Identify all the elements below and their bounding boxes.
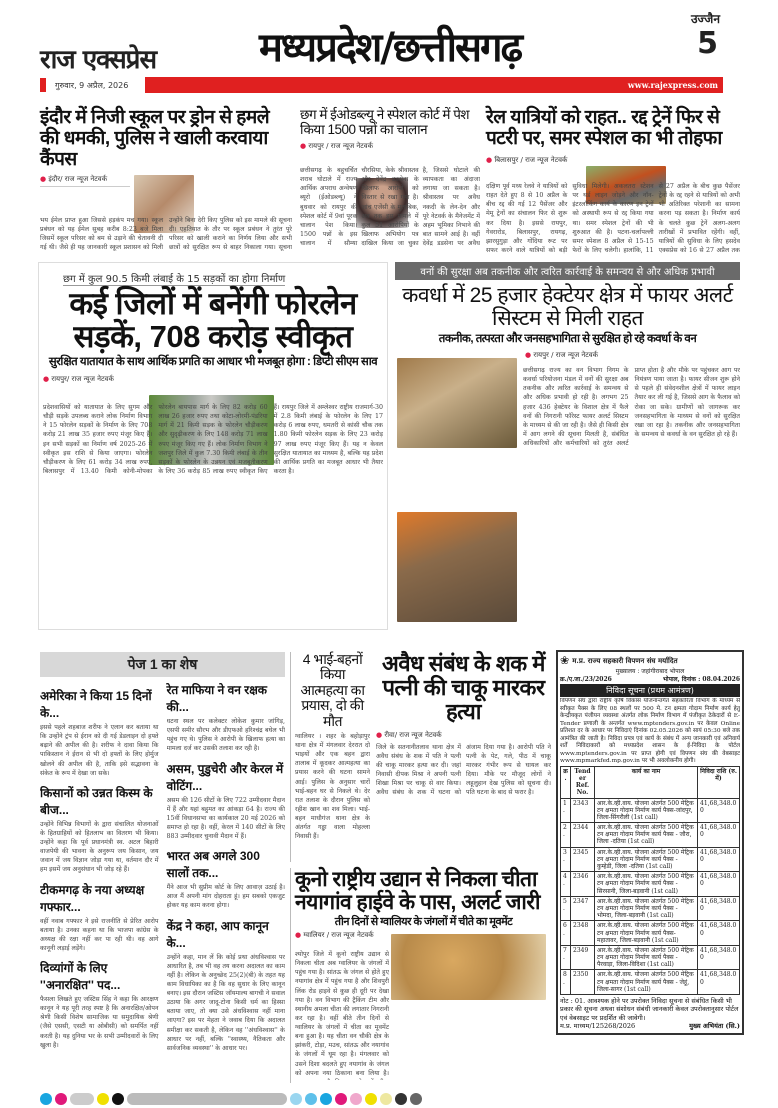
byline: ● ग्वालियर / राज न्यूज नेटवर्क (295, 931, 552, 940)
headline: इंदौर में निजी स्कूल पर ड्रोन से हमले की धमकी, पुलिस ने खाली करवाया कैंपस (40, 107, 270, 170)
headline: 4 भाई-बहनों किया आत्महत्या का प्रयास, दो की मौत (300, 651, 365, 729)
tender-cell: आर.के.व्ही.वाय. योजना अंतर्गत 500 मेट्रिक टन क्षमता गोदाम निर्माण कार्य पैक्स - सिरसानी, जिला-बड़वानी (1st call) (595, 872, 698, 897)
tender-cell: 7. (561, 945, 571, 970)
tender-cell: 2349 (571, 945, 595, 970)
org-name: म.प्र. राज्य सहकारी विपणन संघ मर्यादित (572, 655, 678, 665)
issue-date: गुरुवार, 9 अप्रैल, 2026 (55, 81, 129, 90)
column-header: कार्य का नाम (595, 766, 698, 798)
tender-cell: 41,68,348.00 (698, 872, 740, 897)
headline: कई जिलों में बनेंगी फोरलेन सड़कें, 708 करोड़ स्वीकृत (69, 286, 357, 354)
continued-item: अमेरिका ने किया 15 दिनों के... इससे पहले शहबाज शरीफ ने एलान कर बताया था कि उन्होंने ट्रंप से ईरान को दी गई डेडलाइन दो हफ्ते बढ़ाने की अपील की है। शरीफ ने दावा किया कि पाकिस्तान ने ईरान से भी दो हफ्तों के लिए होर्मुज खोलने की अपील की है, ताकि इसे सद्भावना के संकेत के रूप में देखा जा सके। (40, 689, 159, 777)
tender-cell: 2346 (571, 872, 595, 897)
notice-intro: विपणन संघ द्वारा राष्ट्रीय कृषि विकास योजनान्तर्गत सहकारिता विभाग के माध्यम से स्वीकृत पैक्स के लिए 08 स्थलों पर 500 मे. टन क्षमता गोदाम निर्माण कार्य हेतु केन्द्रीयकृत पंजीयन व्यवस्था अंतर्गत लोक निर्माण विभाग में पंजीकृत ठेकेदारों से E-Tender प्रणाली के अन्तर्गत www.mptenders.gov.in पर केवल Online प्रतिशत दर के आधार पर निविदाएं दिनांक 02.05.2026 को सायं 05:30 बजे तक आमंत्रित की जाती है। निविदा प्रपत्र एवं कार्य के संबंध में अन्य जानकारी एवं अनिवार्य शर्तें निविदाकारों को मध्यप्रदेश शासन के ई-निविदा के पोर्टल www.mptenders.gov.in पर प्राप्त होगी एवं विपणन संघ की वेबसाइट www.mpmarkfed.mp.gov.in पर भी अवलोकनीय होगी। (560, 698, 740, 765)
tender-row (561, 970, 740, 995)
byline: ● रायपुर / राज न्यूज नेटवर्क (300, 142, 480, 151)
roads-story (38, 262, 388, 630)
tender-cell: आर.के.व्ही.वाय. योजना अंतर्गत 500 मेट्रिक टन क्षमता गोदाम निर्माण कार्य पैक्स - कुम्हेडी, जिला -दतिया (1st call) (595, 847, 698, 872)
article-body: जिले के सतनानीतलाव थाना क्षेत्र में अवैध संबंध के शक में पति ने पत्नी की चाकू मारकर हत्या कर दी। जहां निवासी दीपक मिश्रा ने अपनी पत्नी शिखा मिश्रा पर चाकू से वार किया। अवैध संबंध के शक में घटना को अंजाम दिया गया है। आरोपी पति ने पत्नी के पेट, गले, पीठ में चाकू मारकर गंभीर रूप से घायल कर दिया। मौके पर मौजूद लोगों ने लहूलुहान देख पुलिस को सूचना दी। पति घटना के बाद से फरार है। (376, 743, 551, 797)
tender-row (561, 945, 740, 970)
kuno-story (290, 868, 552, 1083)
byline: ● रायपुर / राज न्यूज नेटवर्क (525, 351, 740, 360)
tender-cell: 2344 (571, 823, 595, 848)
column-header: निविदा राशि (रु. में) (698, 766, 740, 798)
page-title: मध्यप्रदेश/छत्तीसगढ़ (258, 25, 522, 71)
continued-columns (40, 681, 285, 1081)
continued-item: टीकमगढ़ के नया अध्यक्ष गफ्फार... वहीं नवाब गफ्फार ने इसे राजनीति से प्रेरित आरोप बताया है। उनका कहना था कि भाजपा कांग्रेस के अध्यक्ष की रक्षा नहीं कर पा रही थी। वह आगे कानूनी लड़ाई लड़ेंगे। (40, 882, 159, 952)
continued-section (40, 652, 285, 1082)
tender-row (561, 847, 740, 872)
subhead: तीन दिनों से ग्वालियर के जंगलों में चीते का मूवमेंट (334, 916, 513, 929)
tender-cell: 41,68,348.00 (698, 823, 740, 848)
tender-cell: 41,68,348.00 (698, 847, 740, 872)
print-registration-marks (40, 1092, 540, 1106)
tender-row (561, 896, 740, 921)
continued-item: असम, पुडुचेरी और केरल में वोटिंग... असम की 126 सीटों के लिए 722 उम्मीदवार मैदान में हैं और यहां बहुमत का आंकड़ा 64 है। राज्य की 15वीं विधानसभा का कार्यकाल 20 मई 2026 को समाप्त हो रहा है। वहीं, केरल में 140 सीटों के लिए 883 उम्मीदवार चुनावी मैदान में हैं। (166, 761, 285, 840)
headline: कूनो राष्ट्रीय उद्यान से निकला चीता नयागांव हाईवे के पास, अलर्ट जारी (295, 868, 540, 915)
headline: अवैध संबंध के शक में पत्नी की चाकू मारकर हत्या (382, 651, 545, 725)
forest-fire-photo (397, 358, 517, 448)
byline: ● रीवा/ राज न्यूज नेटवर्क (376, 731, 551, 740)
column-header: Tender Ref. No. (571, 766, 595, 798)
column-header: क्र. (561, 766, 571, 798)
markfed-logo-icon: ❀ (560, 654, 570, 667)
tender-cell: 8. (561, 970, 571, 995)
tender-cell: 4. (561, 872, 571, 897)
hq: मुख्यालय : जहांगीराबाद भोपाल (615, 668, 685, 675)
tender-cell: आर.के.व्ही.वाय. योजना अंतर्गत 500 मेट्रिक टन क्षमता गोदाम निर्माण कार्य पैक्स - जौरा, जिला -दतिया (1st call) (595, 823, 698, 848)
article-body: दक्षिण पूर्व मध्य रेलवे ने यात्रियों को राहत देते हुए 8 से 10 अप्रैल के बीच रद्द की गई 12 पैसेंजर और मेमू ट्रेनों का संचालन फिर से शुरू कर दिया है। इससे रायपुर, गेवरारोड, बिलासपुर, रायगढ़, झारसुगुड़ा और गोंदिया रूट पर सफर करने वाले यात्रियों को बड़ी सुविधा मिलेगी। अकलतरा स्टेशन पर थर्ड लाइन जोड़ने और नॉन-इंटरलॉकिंग कार्य के कारण इन ट्रेनों को अस्थायी रूप से रद्द किया गया था। समर स्पेशल ट्रेनों की भी शुरुआत की है। पटना-चर्लापल्ली समर स्पेशल 8 अप्रैल से 15-15 फेरों के लिए चलेगी। हालांकि, 11 से 27 अप्रैल के बीच कुछ पैसेंजर ट्रेनों के रद्द रहने से यात्रियों को अभी भी अतिरिक्त परेशानी का सामना करना पड़ सकता है। निर्माण कार्य के चलते कुछ ट्रेनें अलग-अलग तारीखों में प्रभावित रहेंगी। वहीं, यात्रियों की सुविधा के लिए हसदेव एक्सप्रेस को 16 से 27 अप्रैल तक (486, 183, 740, 254)
continued-item: केंद्र ने कहा, आप कानून के... उन्होंने कहा, मान लें कि कोई प्रथा अंधविश्वास पर आधारित है, तब भी वह तय करना अदालत का काम नहीं है। लेकिन के अनुच्छेद 25(2)(बी) के तहत यह काम विधायिका का है कि वह सुधार के लिए कानून बनाए। इस दौरान जस्टिस जॉयमाल्य बागची ने सवाल उठाया कि अगर जादू-टोना किसी धर्म का हिस्सा बताया जाए, तो क्या उसे अंधविश्वास नहीं माना जाएगा? इस पर मेहता ने जवाब दिया कि अदालत समीक्षा कर सकती है, लेकिन वह ''अंधविश्वास'' के आधार पर नहीं, बल्कि ''स्वास्थ्य, नैतिकता और सार्वजनिक व्यवस्था'' के आधार पर। (166, 918, 285, 1052)
subhead: तकनीक, तत्परता और जनसहभागिता से सुरक्षित हो रहे कवर्धा के वन (438, 333, 697, 346)
byline: ● इंदौर/ राज न्यूज नेटवर्क (40, 175, 130, 187)
subhead: सुरक्षित यातायात के साथ आर्थिक प्रगति का आधार भी मजबूत होगा : डिप्टी सीएम साव (48, 356, 378, 369)
tender-cell: 2. (561, 823, 571, 848)
tender-row (561, 823, 740, 848)
eow-story (300, 108, 480, 256)
article-body: छत्तीसगढ़ के बहुचर्चित शराब घोटाले में राज्य आर्थिक अपराध अन्वेषण ब्यूरो (ईओडब्ल्यू) ने बुधवार को रायपुर की स्पेशल कोर्ट में 9वां पूरक चालान पेश किया। 1500 पन्नों के इस चालान में सौम्या चौरसिया, केके श्रीवास्तव और देवेंद्र डडसेना के खिलाफ आरोपों को विस्तार से रखा गया है। जांच एजेंसी के मुताबिक, अब तक इस मामले में कुल 51 आरोपियों के खिलाफ अभियोग पत्र दाखिल किया जा चुका है, जिससे घोटाले की व्यापकता का अंदाजा लगाया जा सकता है। श्रीवास्तव पर अवैध नकदी के लेन-देन और पूरे नेटवर्क के मैनेजमेंट में अहम भूमिका निभाने की बात सामने आई है। वहीं देवेंद्र डडसेना पर अवैध (300, 167, 480, 247)
article-body: श्योपुर जिले में कूनो राष्ट्रीय उद्यान से निकला चीता अब ग्वालियर के जंगलों में पहुंच गया है। सांतऊ के जंगल से होते हुए नयागांव क्षेत्र में पहुंच गया है और शिवपुरी लिंक रोड हाइवे से कुछ ही दूरी पर देखा गया है। वन विभाग की ट्रैकिंग टीम और स्थानीय अमला चीता की लगातार निगरानी कर रहा है। वहीं बीते तीन दिनों से ग्वालियर के जंगलों में चीता का मूवमेंट बना हुआ है। यह चीता वन चौकी क्षेत्र के झांकरी, टोड़ा, मउच, सांतऊ और नयागांव के जंगलों में घूम रहा है। मंगलवार को उसने दिशा बदलते हुए नयागांव के जंगल को अपना नया ठिकाना बना लिया है। (295, 951, 389, 1077)
tender-cell: 41,68,348.00 (698, 970, 740, 995)
newspaper-brand: राज एक्सप्रेस (40, 45, 157, 75)
tender-cell: आर.के.व्ही.वाय. योजना अंतर्गत 500 मेट्रिक टन क्षमता गोदाम निर्माण कार्य पैक्स-जांदपुर, जिला-सिंगरौली (1st call) (595, 798, 698, 823)
tender-notice (556, 650, 744, 1035)
tender-row (561, 798, 740, 823)
byline: ● बिलासपुर / राज न्यूज नेटवर्क (486, 156, 740, 165)
masthead-accent (40, 78, 46, 92)
tender-cell: 6. (561, 921, 571, 946)
rail-story (486, 108, 740, 256)
notice-date: भोपाल, दिनांक : 08.04.2026 (662, 676, 740, 683)
siblings-story (290, 652, 370, 862)
edition-name: उज्जैन (690, 12, 720, 26)
banner: वनों की सुरक्षा अब तकनीक और त्वरित कार्रवाई के समन्वय से और अधिक प्रभावी (395, 262, 740, 280)
forest-story (395, 262, 740, 630)
tender-cell: 2343 (571, 798, 595, 823)
tender-cell: 2347 (571, 896, 595, 921)
tender-cell: आर.के.व्ही.वाय. योजना अंतर्गत 500 मेट्रिक टन क्षमता गोदाम निर्माण कार्य पैक्स - भोमदा, जिला-बड़वानी (1st call) (595, 896, 698, 921)
notice-title: निविदा सूचना (प्रथम आमंत्रण) (560, 684, 740, 697)
tender-cell: 41,68,348.00 (698, 921, 740, 946)
forest-photo (397, 512, 517, 622)
headline: रेल यात्रियों को राहत.. रद्द ट्रेनें फिर से पटरी पर, समर स्पेशल का भी तोहफा (486, 107, 722, 149)
tender-cell: 2350 (571, 970, 595, 995)
cheetah-photo (391, 934, 546, 1000)
article-body: भय ईमेल प्राप्त हुआ जिससे हड़कंप मच गया। स्कूल प्रबंधन को यह ईमेल सुबह करीब 8:23 बजे मिला जिसमें स्कूल परिसर को बम से उड़ाने की चेतावनी दी गई थी। जैसे ही यह जानकारी स्कूल प्रशासन को मिली उन्होंने बिना देरी किए पुलिस को इस मामले की सूचना दी। एहतियात के तौर पर स्कूल प्रबंधन ने तुरंत पूरे परिसर को खाली कराने का निर्णय लिया और सभी छात्रों को सुरक्षित रूप से बाहर निकाला गया। सूचना (40, 217, 292, 252)
tender-cell: आर.के.व्ही.वाय. योजना अंतर्गत 500 मेट्रिक टन क्षमता गोदाम निर्माण कार्य पैक्स - जेहूं, जिला-सागर (1st call) (595, 970, 698, 995)
indore-story (40, 108, 292, 256)
continued-item: भारत अब अगले 300 सालों तक... मैंने आज भी सुप्रीम कोर्ट के लिए आवाज़ उठाई है। आज मैं अपनी मांग दोहराता हूं। हम सबको एकजुट होकर यह काम करना होगा। (166, 849, 285, 910)
page-number: 5 (697, 26, 718, 61)
section-title: पेज 1 का शेष (40, 652, 285, 677)
tender-table (560, 766, 740, 995)
signatory: मुख्य अभियंता (सि.) (689, 1022, 740, 1031)
tender-cell: 41,68,348.00 (698, 798, 740, 823)
tender-row (561, 872, 740, 897)
continued-item: रेत माफिया ने वन रक्षक की... घटना स्थल पर कलेक्टर लोकेश कुमार जांगिड़, एसपी समीर सौरभ और डीएफओ हरिश्चंद्र बघेल भी पहुंच गए थे। पुलिस ने आरोपी के खिलाफ हत्या का मामला दर्ज कर उसकी तलाश कर रही है। (166, 683, 285, 753)
tender-cell: 2345 (571, 847, 595, 872)
kicker: छग में कुल 90.5 किमी लंबाई के 15 सड़कों का होगा निर्माण (63, 271, 285, 286)
article-body: ग्वालियर । शहर के बहोड़ापुर थाना क्षेत्र में मंगलवार देररात दो भाइयों और एक बहन द्वारा तालाब में कूदकर आत्महत्या का प्रयास करने की घटना सामने आई। पुलिस के अनुसार चारों भाई-बहन घर से निकले थे। देर रात तलाश के दौरान पुलिस को रहीश खान का शव मिला। भाई-बहन माधौगंज थाना क्षेत्र के अंतर्गत गड्ढा वाला मोहल्ला निवासी हैं। (295, 732, 370, 841)
tender-cell: 2348 (571, 921, 595, 946)
website-link[interactable]: www.rajexpress.com (627, 80, 718, 90)
continued-item: किसानों को उन्नत किस्म के बीज... उन्होंने विभिन्न विभागों के द्वारा संचालित योजनाओं के हितग्राहियों को हितलाभ का वितरण भी किया। उन्होंने कहा कि पूर्व प्रधानमंत्री स्व. अटल बिहारी वाजपेयी की भावना के अनुरूप जय किसान, जय जवान में जय विज्ञान जोड़ा गया था, वर्तमान दौर में हम इसमें जय अनुसंधान भी जोड़ रहे हैं। (40, 785, 159, 874)
byline: ● रायपुर/ राज न्यूज नेटवर्क (43, 375, 383, 384)
notice-code: म.प्र. माध्यम/125268/2026 (560, 1022, 636, 1031)
continued-item: दिव्यांगों के लिए ''अनारक्षित'' पद... फैसला लिखते हुए जस्टिस सिंह ने कहा कि आरक्षण कानून ने यह पूरी तरह स्पष्ट है कि अनारक्षित/ओपन श्रेणी किसी विशेष सामाजिक या समुदायिक श्रेणी (जैसे एससी, एसटी या ओबीसी) को समर्पित नहीं करती है। यह दुनिया भर के सभी उम्मीदवारों के लिए खुला है। (40, 961, 159, 1049)
tender-cell: 41,68,348.00 (698, 945, 740, 970)
tender-cell: 3. (561, 847, 571, 872)
notice-note: नोट : 01. आवश्यक होने पर उपरोक्त निविदा सूचना से संबंधित किसी भी प्रकार की सूचना अथवा संशोधन संबंधी जानकारी केवल उपरोक्तानुसार पोर्टल एवं वेबसाइट पर प्रदर्शित की जावेगी। (560, 997, 739, 1022)
tender-cell: 41,68,348.00 (698, 896, 740, 921)
article-body: छत्तीसगढ़ राज्य का वन विभाग निगम के कवर्धा परियोजना मंडल में वनों की सुरक्षा अब तकनीक और त्वरित कार्रवाई के समन्वय से और अधिक प्रभावी हो रही है। लगभग 25 हजार 436 हेक्टेयर के विशाल क्षेत्र में फैले वनों की निगरानी फॉरेस्ट फायर अलर्ट सिस्टम के माध्यम से की जा रही है। जैसे ही किसी क्षेत्र में आग लगने की सूचना मिलती है, संबंधित अधिकारियों और कर्मचारियों को तुरंत अलर्ट प्राप्त होता है और मौके पर पहुंचकर आग पर नियंत्रण पाया जाता है। फायर सीजन शुरू होने से पहले ही संवेदनशील क्षेत्रों में फायर लाइन तैयार कर ली गई है, जिससे आग के फैलाव को रोका जा सके। ग्रामीणों को जागरूक कर जनसहभागिता के माध्यम से वनों को सुरक्षित रखा जा रहा है। तकनीक और जनसहभागिता के समन्वय से कवर्धा के वन सुरक्षित हो रहे हैं। (523, 367, 740, 447)
rewa-story (376, 652, 551, 862)
headline: छग में ईओडब्ल्यू ने स्पेशल कोर्ट में पेश किया 1500 पन्नों का चालान (300, 107, 470, 137)
tender-cell: आर.के.व्ही.वाय. योजना अंतर्गत 500 मेट्रिक टन क्षमता गोदाम निर्माण कार्य पैक्स-महातावर, जिला-बड़वानी (1st call) (595, 921, 698, 946)
tender-cell: आर.के.व्ही.वाय. योजना अंतर्गत 500 मेट्रिक टन क्षमता गोदाम निर्माण कार्य पैक्स - पैरवाड़ा, जिला-विदिशा (1st call) (595, 945, 698, 970)
article-body: प्रदेशवासियों को यातायात के लिए सुगम और चौड़ी सड़कें उपलब्ध कराने लोक निर्माण विभाग ने 15 फोरलेन सड़कों के निर्माण के लिए 708 करोड़ 21 लाख 35 हजार रुपए मंजूर किए हैं। इन सभी सड़कों का निर्माण वर्ष 2025-26 में स्वीकृत इस राशि से किया जाएगा। फोरलेन चौड़ीकरण के लिए 61 करोड़ 34 लाख रुपए, बिलासपुर में 13.40 किमी कोनी-मोपका फोरलेन बायपास मार्ग के लिए 82 करोड़ 60 लाख 26 हजार रुपए तथा कोटा-लोरमी-पंडरिया मार्ग में 21 किमी सड़क के फोरलेन चौड़ीकरण और सुदृढ़ीकरण के लिए 148 करोड़ 71 लाख रुपए मंजूर किए गए हैं। लोक निर्माण विभाग ने जशपुर जिले में कुल 7.30 किमी लंबाई के तीन सड़कों के फोरलेन के उन्नयन एवं मजबूतीकरण के लिए 36 करोड़ 85 लाख रुपए स्वीकृत किए हैं। रायपुर जिले में अम्लेश्वर राष्ट्रीय राजमार्ग-30 में 2.8 किमी लंबाई के फोरलेन के लिए 17 करोड़ 6 लाख रुपए, धमतरी से कांसी चौक तक 1.80 किमी फोरलेन सड़क के लिए 23 करोड़ 97 लाख रुपए मंजूर किए हैं। यह न केवल सुरक्षित यातायात का माध्यम है, बल्कि यह प्रदेश की आर्थिक प्रगति का मजबूत आधार भी तैयार करता है। (43, 404, 383, 475)
tender-cell: 5. (561, 896, 571, 921)
headline: कवर्धा में 25 हजार हेक्टेयर क्षेत्र में फायर अलर्ट सिस्टम से मिली राहत (402, 284, 733, 331)
ref-no: क्र./ए.जा./23/2026 (560, 676, 612, 683)
tender-row (561, 921, 740, 946)
tender-cell: 1. (561, 798, 571, 823)
